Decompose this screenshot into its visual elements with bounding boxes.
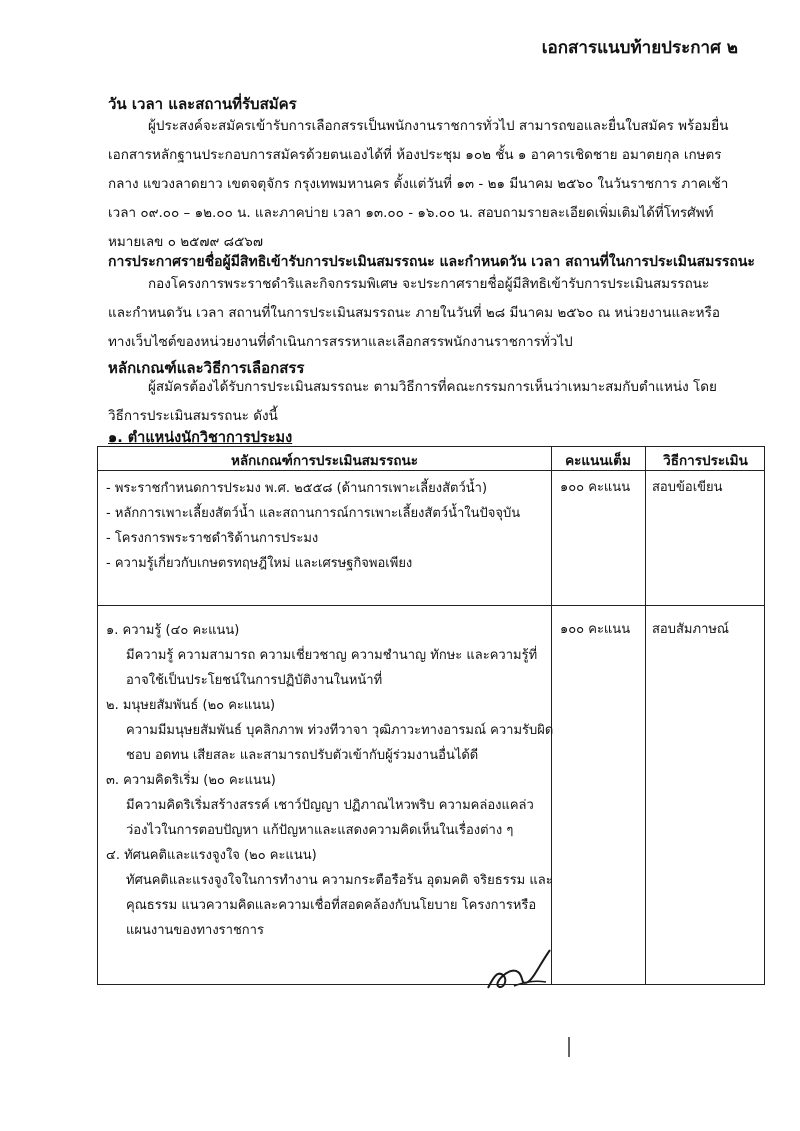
criterion-heading: ๓. ความคิดริเริ่ม (๒๐ คะแนน): [106, 773, 276, 788]
announcement-text: กองโครงการพระราชดำริและกิจกรรมพิเศษ จะประกาศรายชื่อผู้มีสิทธิเข้ารับการประเมินสมรรถนะ และกำหนดวัน เวลา สถานที่ในการประเมินสมรรถนะ ภายในวันที่ ๒๘ มีนาคม ๒๕๖๐ ณ หน่วยงานและหรือทางเว็บไซต์ของหน่วยงานที่ดำเนินการสรรหาและเลือกสรรพนักงานราชการทั่วไป: [108, 276, 720, 350]
criterion-description: ทัศนคติและแรงจูงใจในการทำงาน ความกระตือรือร้น อุดมคติ จริยธรรม และคุณธรรม แนวความคิดและความเชื่อที่สอดคล้องกับนโยบาย โครงการหรือแผนงานของทางราชการ: [126, 873, 553, 938]
criteria-paragraph: [108, 373, 730, 431]
application-text: ผู้ประสงค์จะสมัครเข้ารับการเลือกสรรเป็นพนักงานราชการทั่วไป สามารถขอและยื่นใบสมัคร พร้อมยื่นเอกสารหลักฐานประกอบการสมัครด้วยตนเองได้ที่ ห้องประชุม ๑๐๒ ชั้น ๑ อาคารเชิดชาย อมาตยกุล เกษตรกลาง แขวงลาดยาว เขตจตุจักร กรุงเทพมหานคร ตั้งแต่วันที่ ๑๓ - ๒๑ มีนาคม ๒๕๖๐ ในวันราชการ ภาคเช้า เวลา ๐๙.๐๐ – ๑๒.๐๐ น. และภาคบ่าย เวลา ๑๓.๐๐ - ๑๖.๐๐ น. สอบถามรายละเอียดเพิ่มเติมได้ที่โทรศัพท์หมายเลข ๐ ๒๕๗๙ ๘๕๖๗: [108, 118, 729, 250]
topic-item: - โครงการพระราชดำริด้านการประมง: [106, 531, 319, 546]
position-title: ๑. ตำแหน่งนักวิชาการประมง: [108, 430, 293, 446]
criterion-heading: ๑. ความรู้ (๔๐ คะแนน): [106, 623, 240, 638]
criterion-item: [106, 618, 554, 693]
criterion-description: มีความรู้ ความสามารถ ความเชี่ยวชาญ ความชำนาญ ทักษะ และความรู้ที่อาจใช้เป็นประโยชน์ในการปฏิบัติงานในหน้าที่: [126, 648, 538, 688]
criterion-description: ความมีมนุษยสัมพันธ์ บุคลิกภาพ ท่วงทีวาจา วุฒิภาวะทางอารมณ์ ความรับผิดชอบ อดทน เสียสละ และสามารถปรับตัวเข้ากับผู้ร่วมงานอื่นได้ดี: [126, 723, 554, 763]
criterion-item: [106, 693, 554, 768]
criterion-heading: ๒. มนุษยสัมพันธ์ (๒๐ คะแนน): [106, 698, 276, 713]
criterion-item: [106, 843, 554, 943]
pen-mark-icon: [567, 1036, 571, 1058]
criterion-description: มีความคิดริเริ่มสร้างสรรค์ เชาว์ปัญญา ปฏิภาณไหวพริบ ความคล่องแคล่วว่องไวในการตอบปัญหา แก้ปัญหาและแสดงความคิดเห็นในเรื่องต่าง ๆ: [126, 798, 534, 838]
announcement-paragraph: [108, 270, 730, 357]
topic-item: - หลักการเพาะเลี้ยงสัตว์น้ำ และสถานการณ์การเพาะเลี้ยงสัตว์น้ำในปัจจุบัน: [106, 506, 521, 521]
signature-icon: [484, 946, 554, 994]
interview-criteria: [106, 618, 554, 943]
table-divider: [645, 447, 646, 984]
section-title-application: วัน เวลา และสถานที่รับสมัคร: [108, 95, 297, 113]
topic-item: - พระราชกำหนดการประมง พ.ศ. ๒๕๕๘ (ด้านการเพาะเลี้ยงสัตว์น้ำ): [106, 481, 488, 496]
written-exam-topics: [106, 476, 520, 576]
header-method: วิธีการประเมิน: [663, 453, 748, 469]
header-full-score: คะแนนเต็ม: [565, 453, 631, 469]
assessment-table: [97, 446, 765, 985]
header-criteria: หลักเกณฑ์การประเมินสมรรถนะ: [231, 453, 418, 469]
criteria-text: ผู้สมัครต้องได้รับการประเมินสมรรถนะ ตามวิธีการที่คณะกรรมการเห็นว่าเหมาะสมกับตำแหน่ง โดยวิธีการประเมินสมรรถนะ ดังนี้: [108, 379, 717, 424]
written-exam-method: สอบข้อเขียน: [652, 480, 723, 495]
application-paragraph: [108, 112, 730, 257]
criterion-heading: ๔. ทัศนคติและแรงจูงใจ (๒๐ คะแนน): [106, 848, 317, 863]
attachment-reference: เอกสารแนบท้ายประกาศ ๒: [541, 38, 738, 58]
interview-score: ๑๐๐ คะแนน: [560, 622, 631, 637]
interview-method: สอบสัมภาษณ์: [652, 622, 729, 637]
topic-item: - ความรู้เกี่ยวกับเกษตรทฤษฎีใหม่ และเศรษฐกิจพอเพียง: [106, 556, 413, 571]
table-divider: [98, 605, 764, 606]
section-title-announcement: การประกาศรายชื่อผู้มีสิทธิเข้ารับการประเมินสมรรถนะ และกำหนดวัน เวลา สถานที่ในการประเมินสมรรถนะ: [108, 254, 755, 270]
written-exam-score: ๑๐๐ คะแนน: [560, 480, 631, 495]
criterion-item: [106, 768, 554, 843]
section-title-criteria: หลักเกณฑ์และวิธีการเลือกสรร: [108, 359, 305, 377]
